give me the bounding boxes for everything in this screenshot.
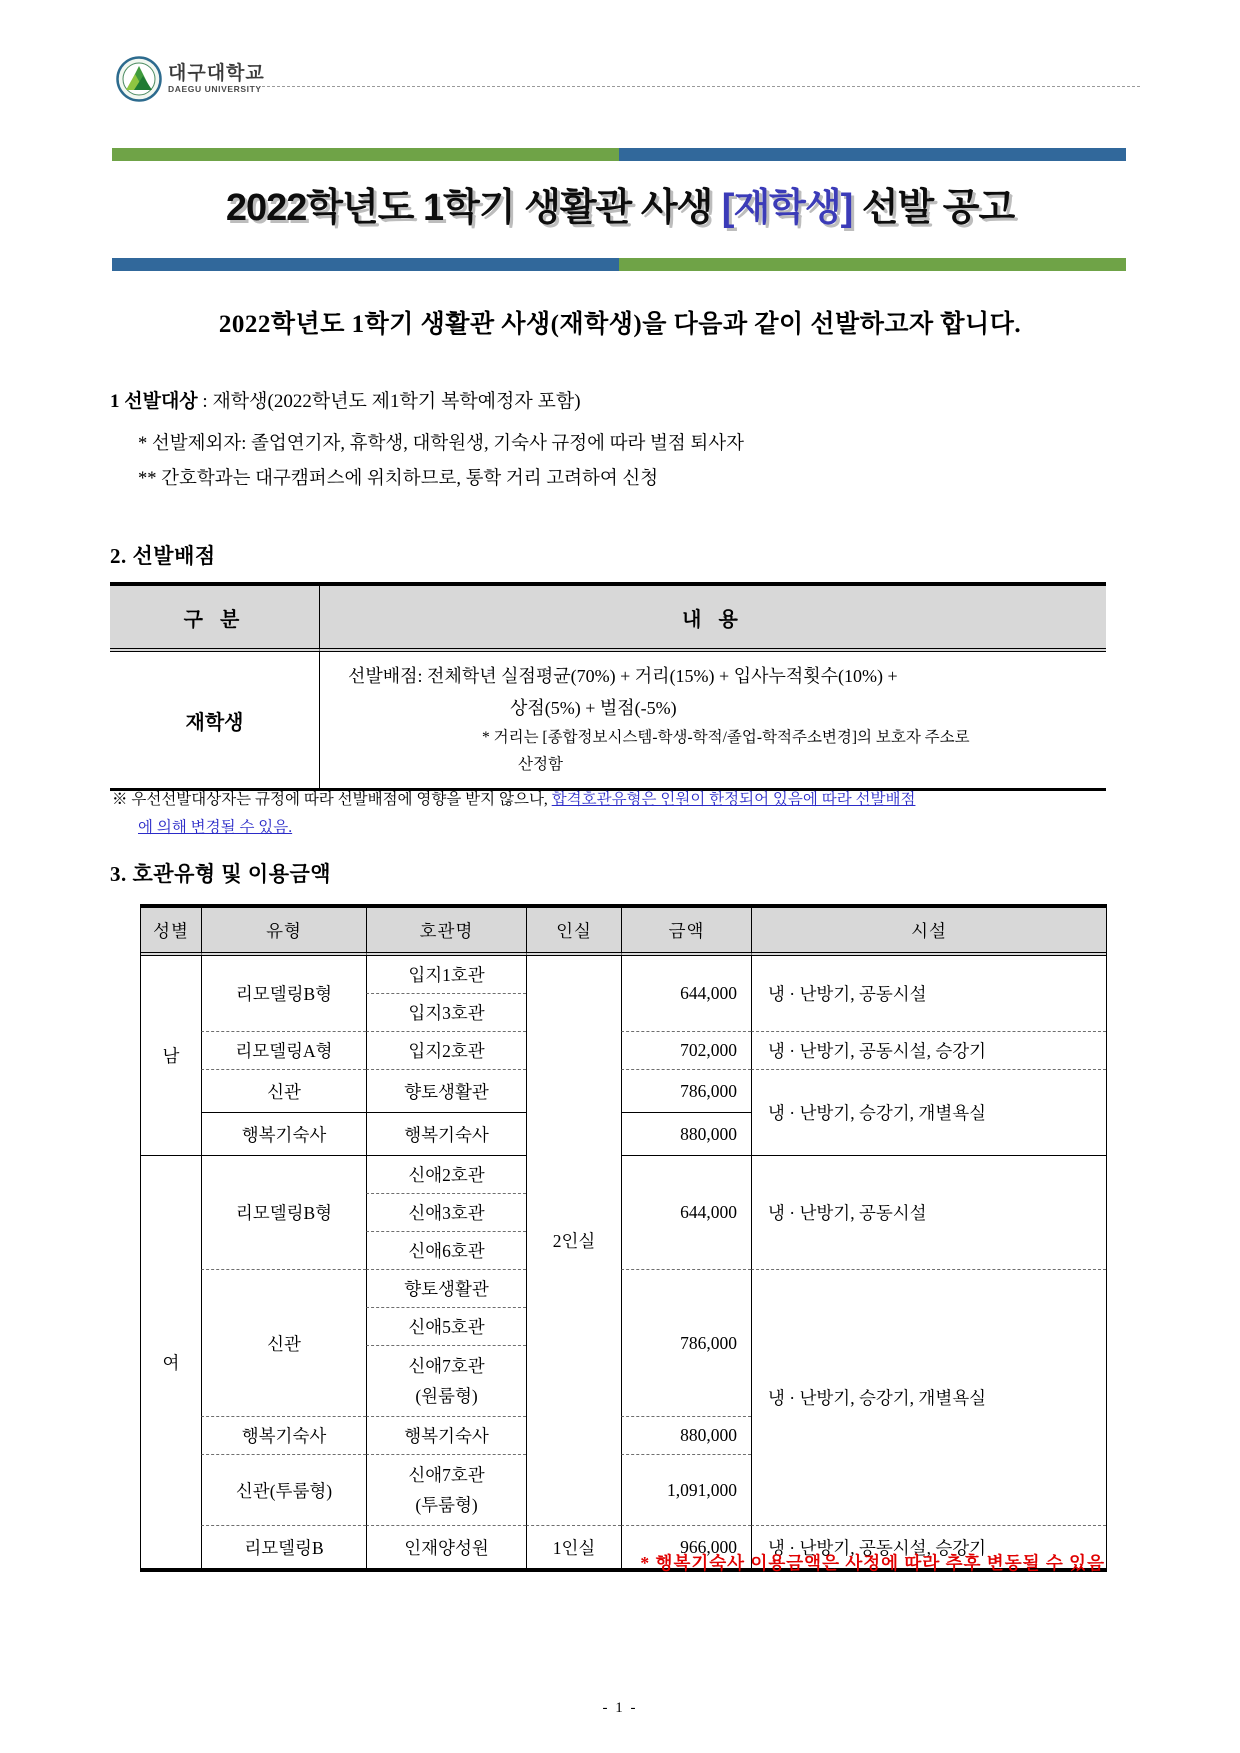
- header-dashed-rule: [262, 86, 1140, 87]
- section1: [110, 386, 1130, 497]
- priority-note-line1: [112, 786, 1112, 814]
- cell-facility: 냉 · 난방기, 공동시설, 승강기: [751, 1031, 1106, 1069]
- section3-heading: 3. 호관유형 및 이용금액: [110, 862, 332, 886]
- cell-price: 1,091,000: [621, 1454, 751, 1525]
- cell-hall: 향토생활관: [366, 1269, 526, 1307]
- nursing-note: ** 간호학과는 대구캠퍼스에 위치하므로, 통학 거리 고려하여 신청: [138, 469, 659, 490]
- cell-type: 신관(투룸형): [201, 1454, 366, 1525]
- cell-hall: [366, 1345, 526, 1416]
- priority-note-prefix: ※ 우선선발대상자는 규정에 따라 선발배점에 영향을 받지 않으나,: [112, 791, 552, 808]
- table-row: [141, 1069, 1106, 1112]
- bar-segment-green: [112, 148, 619, 161]
- cell-gender-female: 여: [141, 1155, 201, 1568]
- selection-points-table: [110, 582, 1106, 791]
- points-formula-line2: 상점(5%) + 벌점(-5%): [510, 698, 677, 718]
- intro-text: 2022학년도 1학기 생활관 사생(재학생)을 다음과 같이 선발하고자 합니다.: [218, 311, 1022, 338]
- title-bar-bottom: [112, 258, 1126, 271]
- housing-fee-table: [140, 904, 1107, 1572]
- cell-price: 644,000: [621, 1155, 751, 1269]
- cell-facility: 냉 · 난방기, 승강기, 개별욕실: [751, 1069, 1106, 1155]
- university-logo-icon: [116, 56, 162, 102]
- cell-hall-line2: (원룸형): [415, 1386, 478, 1406]
- cell-price: 966,000: [621, 1525, 751, 1568]
- col-header-facility: 시설: [751, 908, 1106, 956]
- university-name-en: DAEGU UNIVERSITY: [168, 84, 262, 95]
- table-row: [141, 1155, 1106, 1193]
- col-header-price: 금액: [621, 908, 751, 956]
- cell-hall: 향토생활관: [366, 1069, 526, 1112]
- cell-type: 신관: [201, 1069, 366, 1112]
- section1-heading-line: [110, 386, 1130, 413]
- distance-note-line1: * 거리는 [종합정보시스템-학생-학적/졸업-학적주소변경]의 보호자 주소로: [482, 729, 970, 746]
- cell-price: 702,000: [621, 1031, 751, 1069]
- page-number: - 1 -: [602, 1700, 638, 1716]
- priority-note: [112, 786, 1112, 842]
- cell-hall: 입지3호관: [366, 993, 526, 1031]
- university-name-kr: 대구대학교: [168, 63, 265, 85]
- cell-room-double: 2인실: [526, 956, 621, 1525]
- cell-facility: 냉 · 난방기, 공동시설: [751, 956, 1106, 1031]
- section2-heading: 2. 선발배점: [110, 544, 216, 568]
- col-header-category: 구 분: [110, 586, 320, 652]
- section1-heading: 1 선발대상: [110, 391, 198, 412]
- page-title-suffix: 선발 공고: [852, 187, 1015, 229]
- cell-points-content: [320, 652, 1106, 788]
- bar-segment-green: [619, 258, 1126, 271]
- cell-hall: 입지1호관: [366, 956, 526, 993]
- cell-hall-line1: 신애7호관: [408, 1356, 485, 1376]
- title-bar-top: [112, 148, 1126, 161]
- cell-hall: 신애3호관: [366, 1193, 526, 1231]
- cell-hall-line2: (투룸형): [415, 1495, 478, 1515]
- cell-hall-line1: 신애7호관: [408, 1465, 485, 1485]
- page-title: [0, 176, 1240, 231]
- cell-facility: 냉 · 난방기, 승강기, 개별욕실: [751, 1269, 1106, 1525]
- cell-facility: 냉 · 난방기, 공동시설: [751, 1155, 1106, 1269]
- priority-note-link-part2: 에 의해 변경될 수 있음.: [138, 819, 293, 836]
- exclusion-note: * 선발제외자: 졸업연기자, 휴학생, 대학원생, 기숙사 규정에 따라 벌점 퇴사자: [138, 434, 745, 454]
- points-formula-line1: 선발배점: 전체학년 실점평균(70%) + 거리(15%) + 입사누적횟수(10%) +: [348, 666, 898, 686]
- cell-category-enrolled: 재학생: [110, 652, 320, 788]
- cell-hall: 인재양성원: [366, 1525, 526, 1568]
- table-row: [141, 956, 1106, 993]
- cell-type: 행복기숙사: [201, 1416, 366, 1454]
- priority-note-line2: [112, 814, 1112, 842]
- housing-header-row: [141, 908, 1106, 956]
- cell-room-single: 1인실: [526, 1525, 621, 1568]
- cell-price: 644,000: [621, 956, 751, 1031]
- selection-points-row: [110, 652, 1106, 788]
- cell-price: 786,000: [621, 1069, 751, 1112]
- bar-segment-blue: [619, 148, 1126, 161]
- page-title-highlight: [재학생]: [721, 187, 853, 229]
- cell-type: 행복기숙사: [201, 1112, 366, 1155]
- cell-type: 리모델링B형: [201, 956, 366, 1031]
- col-header-hall: 호관명: [366, 908, 526, 956]
- university-name-block: [168, 64, 265, 94]
- col-header-type: 유형: [201, 908, 366, 956]
- fee-change-note: * 행복기숙사 이용금액은 사정에 따라 추후 변동될 수 있음: [640, 1553, 1105, 1573]
- cell-type: 리모델링B형: [201, 1155, 366, 1269]
- cell-price: 786,000: [621, 1269, 751, 1416]
- cell-hall: 행복기숙사: [366, 1416, 526, 1454]
- section1-heading-value: : 재학생(2022학년도 제1학기 복학예정자 포함): [197, 391, 581, 412]
- university-header: [116, 54, 265, 104]
- cell-hall: [366, 1454, 526, 1525]
- page-title-prefix: 2022학년도 1학기 생활관 사생: [225, 187, 722, 229]
- cell-price: 880,000: [621, 1416, 751, 1454]
- distance-note-line2: 산정함: [518, 756, 563, 773]
- cell-hall: 입지2호관: [366, 1031, 526, 1069]
- cell-type: 리모델링B: [201, 1525, 366, 1568]
- cell-hall: 신애5호관: [366, 1307, 526, 1345]
- table-row: [141, 1031, 1106, 1069]
- col-header-gender: 성별: [141, 908, 201, 956]
- section1-notes: [110, 427, 1130, 497]
- cell-type: 신관: [201, 1269, 366, 1416]
- table-row: [141, 1269, 1106, 1307]
- priority-note-link-part1: 합격호관유형은 인원이 한정되어 있음에 따라 선발배점: [551, 791, 916, 808]
- col-header-content: 내 용: [320, 586, 1106, 652]
- cell-hall: 행복기숙사: [366, 1112, 526, 1155]
- cell-price: 880,000: [621, 1112, 751, 1155]
- cell-hall: 신애2호관: [366, 1155, 526, 1193]
- col-header-room: 인실: [526, 908, 621, 956]
- selection-points-header-row: [110, 586, 1106, 652]
- cell-hall: 신애6호관: [366, 1231, 526, 1269]
- cell-gender-male: 남: [162, 1046, 180, 1066]
- bar-segment-blue: [112, 258, 619, 271]
- cell-facility: 냉 · 난방기, 공동시설, 승강기: [751, 1525, 1106, 1568]
- cell-type: 리모델링A형: [201, 1031, 366, 1069]
